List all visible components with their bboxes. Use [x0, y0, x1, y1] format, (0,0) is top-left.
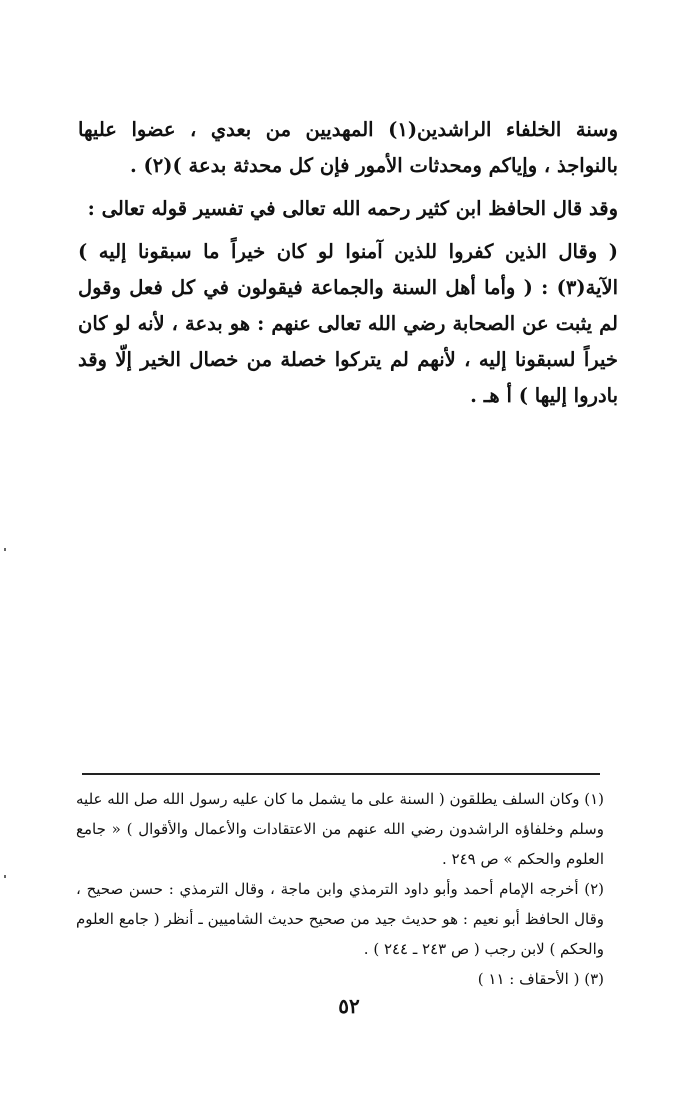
scan-artifact-dot: [4, 548, 6, 551]
scan-artifact-dot: [4, 875, 6, 878]
main-text: [78, 112, 618, 414]
footnote-3: (٣) ( الأحقاف : ١١ ): [477, 970, 604, 988]
paragraph-quran-quote: ( وقال الذين كفروا للذين آمنوا لو كان خيراً ما سبقونا إليه ) الآية(٣) : ( وأما أهل السنة والجماعة فيقولون في كل فعل وقول لم يثبت عن الصحابة رضي الله تعالى عنهم : هو بدعة ، لأنه لو كان خيراً لسبقونا إليه ، لأنهم لم يتركوا خصلة من خصال الخير إلّا وقد بادروا إليها ) أ هـ .: [78, 240, 618, 407]
page-number: ٥٢: [338, 994, 360, 1018]
paragraph-ibn-kathir-intro: وقد قال الحافظ ابن كثير رحمه الله تعالى في تفسير قوله تعالى :: [87, 197, 618, 220]
footnotes: [76, 784, 604, 994]
footnote-1: (١) وكان السلف يطلقون ( السنة على ما يشمل ما كان عليه رسول الله صل الله عليه وسلم وخلفاؤه الراشدون رضي الله عنهم من الاعتقادات والأعمال والأقوال ) « جامع العلوم والحكم » ص ٢٤٩ .: [76, 790, 604, 868]
paragraph-hadith-ending: وسنة الخلفاء الراشدين(١) المهديين من بعدي ، عضوا عليها بالنواجذ ، وإياكم ومحدثات الأمور فإن كل محدثة بدعة )(٢) .: [78, 118, 618, 177]
footnote-2: (٢) أخرجه الإمام أحمد وأبو داود الترمذي وابن ماجة ، وقال الترمذي : حسن صحيح ، وقال الحافظ أبو نعيم : هو حديث جيد من صحيح حديث الشاميين ـ أنظر ( جامع العلوم والحكم ) لابن رجب ( ص ٢٤٣ ـ ٢٤٤ ) .: [76, 880, 604, 958]
footnote-divider: [82, 773, 600, 775]
